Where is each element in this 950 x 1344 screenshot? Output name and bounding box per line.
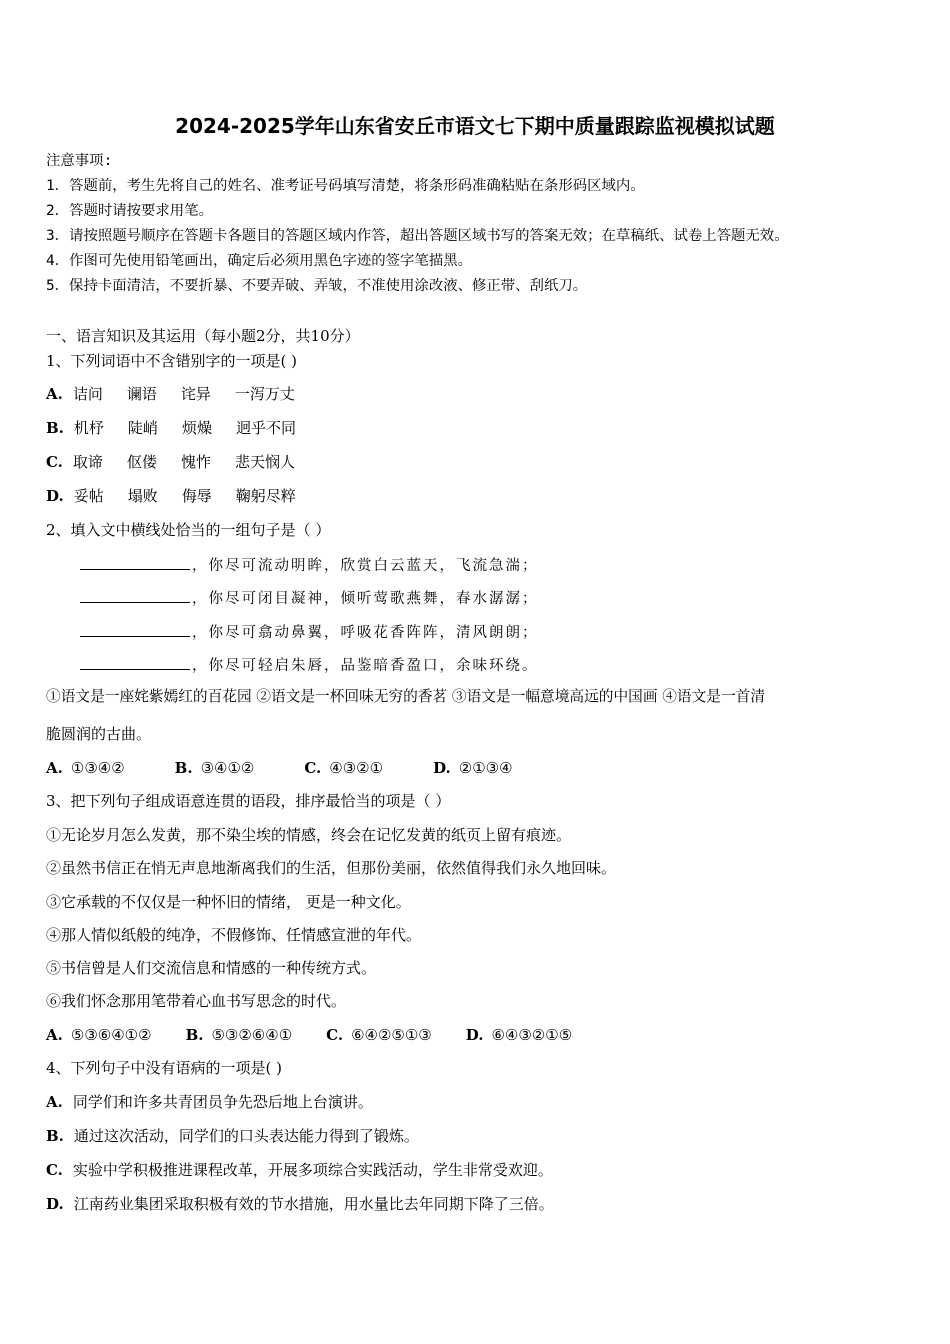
fill-blank-line (80, 620, 539, 644)
choice-label: A. (46, 1026, 63, 1044)
option-word: 愧怍 (180, 453, 211, 471)
question-4-option-c (46, 1159, 553, 1181)
question-3-sentence: ③它承载的不仅仅是一种怀旧的情绪， 更是一种文化。 (46, 893, 411, 911)
option-word: 谰语 (126, 385, 157, 403)
question-2-sentences-cont: 脆圆润的古曲。 (46, 725, 152, 743)
question-4-option-a (46, 1091, 373, 1113)
question-3-sentence: ⑤书信曾是人们交流信息和情感的一种传统方式。 (46, 959, 377, 977)
question-2-choices (46, 757, 563, 779)
option-word: 一泻万丈 (234, 385, 295, 403)
option-label: B. (46, 419, 64, 437)
option-label: C. (46, 1161, 63, 1179)
choice-text: ⑤③②⑥④① (211, 1026, 293, 1044)
option-word: 伛偻 (126, 453, 157, 471)
section-heading: 一、语言知识及其运用（每小题2分，共10分） (46, 327, 360, 345)
question-2-sentences: ①语文是一座姹紫嫣红的百花园 ②语文是一杯回味无穷的香茗 ③语文是一幅意境高远的中国画 ④语文是一首清 (46, 688, 766, 705)
choice-label: D. (465, 1026, 484, 1044)
notice-item: 5．保持卡面清洁，不要折暴、不要弄破、弄皱，不准使用涂改液、修正带、刮纸刀。 (46, 278, 588, 294)
choice-label: D. (433, 759, 451, 777)
question-4-option-b (46, 1125, 419, 1147)
blank (80, 586, 190, 603)
choice-b (186, 1024, 293, 1046)
blank-text: ，你尽可轻启朱唇，品鉴暗香盈口，余味环绕。 (192, 658, 539, 674)
option-text: 江南药业集团采取积极有效的节水措施，用水量比去年同期下降了三倍。 (73, 1195, 554, 1213)
choice-text: ④③②① (329, 759, 384, 777)
option-word: 妥帖 (73, 487, 104, 505)
notice-item: 3．请按照题号顺序在答题卡各题目的答题区域内作答，超出答题区域书写的答案无效；在草稿纸、试卷上答题无效。 (46, 228, 789, 244)
option-word: 迥乎不同 (235, 419, 296, 437)
choice-label: B. (185, 1026, 204, 1044)
option-word: 诘问 (72, 385, 103, 403)
choice-text: ⑤③⑥④①② (70, 1026, 152, 1044)
option-word: 诧异 (180, 385, 211, 403)
question-1-option-a (46, 383, 319, 405)
choice-b (175, 757, 255, 779)
option-text: 实验中学积极推进课程改革，开展多项综合实践活动，学生非常受欢迎。 (72, 1161, 553, 1179)
blank (80, 620, 190, 637)
option-label: D. (46, 1195, 64, 1213)
option-text: 同学们和许多共青团员争先恐后地上台演讲。 (72, 1093, 373, 1111)
blank (80, 653, 190, 670)
option-word: 鞠躬尽粹 (235, 487, 296, 505)
option-label: C. (46, 453, 63, 471)
option-label: A. (46, 385, 63, 403)
question-3-stem: 3、把下列句子组成语意连贯的语段，排序最恰当的项是（ ） (46, 792, 451, 810)
option-word: 机杼 (73, 419, 104, 437)
question-3-choices (46, 1024, 622, 1046)
notice-item: 1．答题前，考生先将自己的姓名、准考证号码填写清楚，将条形码准确粘贴在条形码区域内。 (46, 178, 645, 194)
page-title: 2024-2025学年山东省安丘市语文七下期中质量跟踪监视模拟试题 (175, 114, 775, 138)
question-1-option-b (46, 417, 320, 439)
choice-d (466, 1024, 572, 1046)
choice-c (326, 1024, 432, 1046)
question-1-option-c (46, 451, 319, 473)
question-3-sentence: ④那人情似纸般的纯净，不假修饰、任情感宣泄的年代。 (46, 926, 422, 944)
choice-text: ⑥④③②①⑤ (491, 1026, 573, 1044)
option-word: 侮辱 (181, 487, 212, 505)
option-word: 烦燥 (181, 419, 212, 437)
blank-text: ，你尽可翕动鼻翼，呼吸花香阵阵，清风朗朗； (192, 625, 539, 641)
question-4-option-d (46, 1193, 554, 1215)
notice-item: 4．作图可先使用铅笔画出，确定后必须用黑色字迹的签字笔描黑。 (46, 253, 472, 269)
choice-label: C. (326, 1026, 344, 1044)
choice-a (46, 1024, 152, 1046)
option-label: B. (46, 1127, 64, 1145)
option-text: 通过这次活动，同学们的口头表达能力得到了锻炼。 (73, 1127, 419, 1145)
blank-text: ，你尽可闭目凝神，倾听莺歌燕舞，春水潺潺； (192, 591, 539, 607)
choice-label: A. (46, 759, 63, 777)
choice-a (46, 757, 125, 779)
notice-item: 2．答题时请按要求用笔。 (46, 203, 213, 219)
blank-text: ，你尽可流动明眸，欣赏白云蓝天，飞流急湍； (192, 558, 539, 574)
choice-text: ③④①② (200, 759, 255, 777)
choice-c (304, 757, 383, 779)
option-label: D. (46, 487, 64, 505)
question-3-sentence: ①无论岁月怎么发黄，那不染尘埃的情感，终会在记忆发黄的纸页上留有痕迹。 (46, 826, 572, 844)
option-label: A. (46, 1093, 63, 1111)
fill-blank-line (80, 553, 539, 577)
choice-text: ①③④② (70, 759, 125, 777)
choice-label: C. (304, 759, 322, 777)
fill-blank-line (80, 653, 539, 677)
question-3-sentence: ②虽然书信正在悄无声息地渐离我们的生活，但那份美丽，依然值得我们永久地回味。 (46, 859, 617, 877)
question-1-stem: 1、下列词语中不含错别字的一项是( ) (46, 352, 298, 370)
blank (80, 553, 190, 570)
fill-blank-line (80, 586, 539, 610)
choice-text: ⑥④②⑤①③ (351, 1026, 432, 1044)
choice-label: B. (174, 759, 193, 777)
question-1-option-d (46, 485, 320, 507)
question-2-stem: 2、填入文中横线处恰当的一组句子是（ ） (46, 521, 331, 539)
option-word: 取谛 (72, 453, 103, 471)
notice-heading: 注意事项: (46, 153, 113, 169)
option-word: 塌败 (127, 487, 158, 505)
question-3-sentence: ⑥我们怀念那用笔带着心血书写思念的时代。 (46, 992, 347, 1010)
question-4-stem: 4、下列句子中没有语病的一项是( ) (46, 1059, 283, 1077)
choice-d (433, 757, 513, 779)
option-word: 陡峭 (127, 419, 158, 437)
option-word: 悲天悯人 (234, 453, 295, 471)
choice-text: ②①③④ (458, 759, 513, 777)
